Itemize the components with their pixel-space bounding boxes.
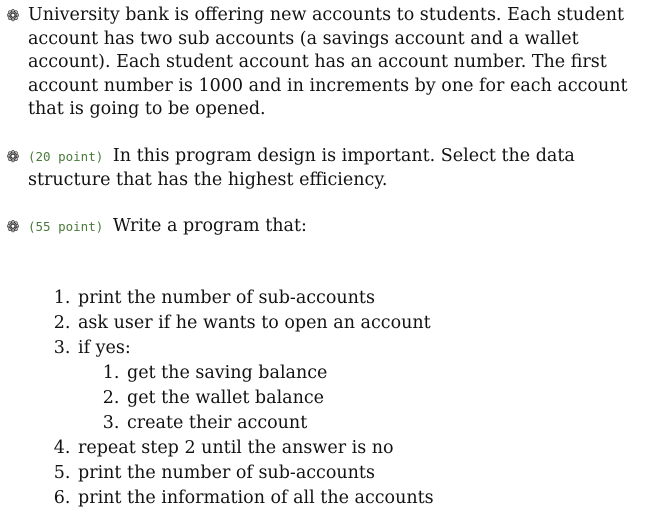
- step-2: 2. ask user if he wants to open an account: [76, 311, 434, 336]
- question-1-points: (20 point): [28, 149, 104, 164]
- question-1: [4, 145, 648, 192]
- question-2-text-block: [28, 215, 648, 239]
- substep-1: 1. get the saving balance: [125, 361, 434, 386]
- question-1-text: In this program design is important. Select the data structure that has the highest efficiency.: [28, 146, 575, 190]
- intro-paragraph: [4, 4, 648, 122]
- question-2-text: Write a program that:: [112, 216, 307, 236]
- step-1: 1. print the number of sub-accounts: [76, 286, 434, 311]
- steps-list: [28, 286, 434, 511]
- intro-text: University bank is offering new accounts to students. Each student account has two sub accounts (a savings account and a wallet account). Each student account has an account number. The first account number is 1000 and in increments by one for each account that is going to be opened.: [28, 5, 628, 119]
- step-4: 4. repeat step 2 until the answer is no: [76, 436, 434, 461]
- flower-bullet-icon: ❁: [6, 146, 20, 166]
- flower-bullet-icon: ❁: [6, 216, 20, 236]
- question-1-text-block: [28, 145, 648, 192]
- step-3: [76, 336, 434, 436]
- step-3-label: if yes:: [78, 338, 131, 358]
- step-5: 5. print the number of sub-accounts: [76, 461, 434, 486]
- question-2-points: (55 point): [28, 219, 104, 234]
- substep-2: 2. get the wallet balance: [125, 386, 434, 411]
- step-6: 6. print the information of all the accounts: [76, 486, 434, 511]
- flower-bullet-icon: ❁: [6, 5, 20, 25]
- question-2: [4, 215, 648, 239]
- substep-3: 3. create their account: [125, 411, 434, 436]
- substeps-list: [78, 361, 434, 436]
